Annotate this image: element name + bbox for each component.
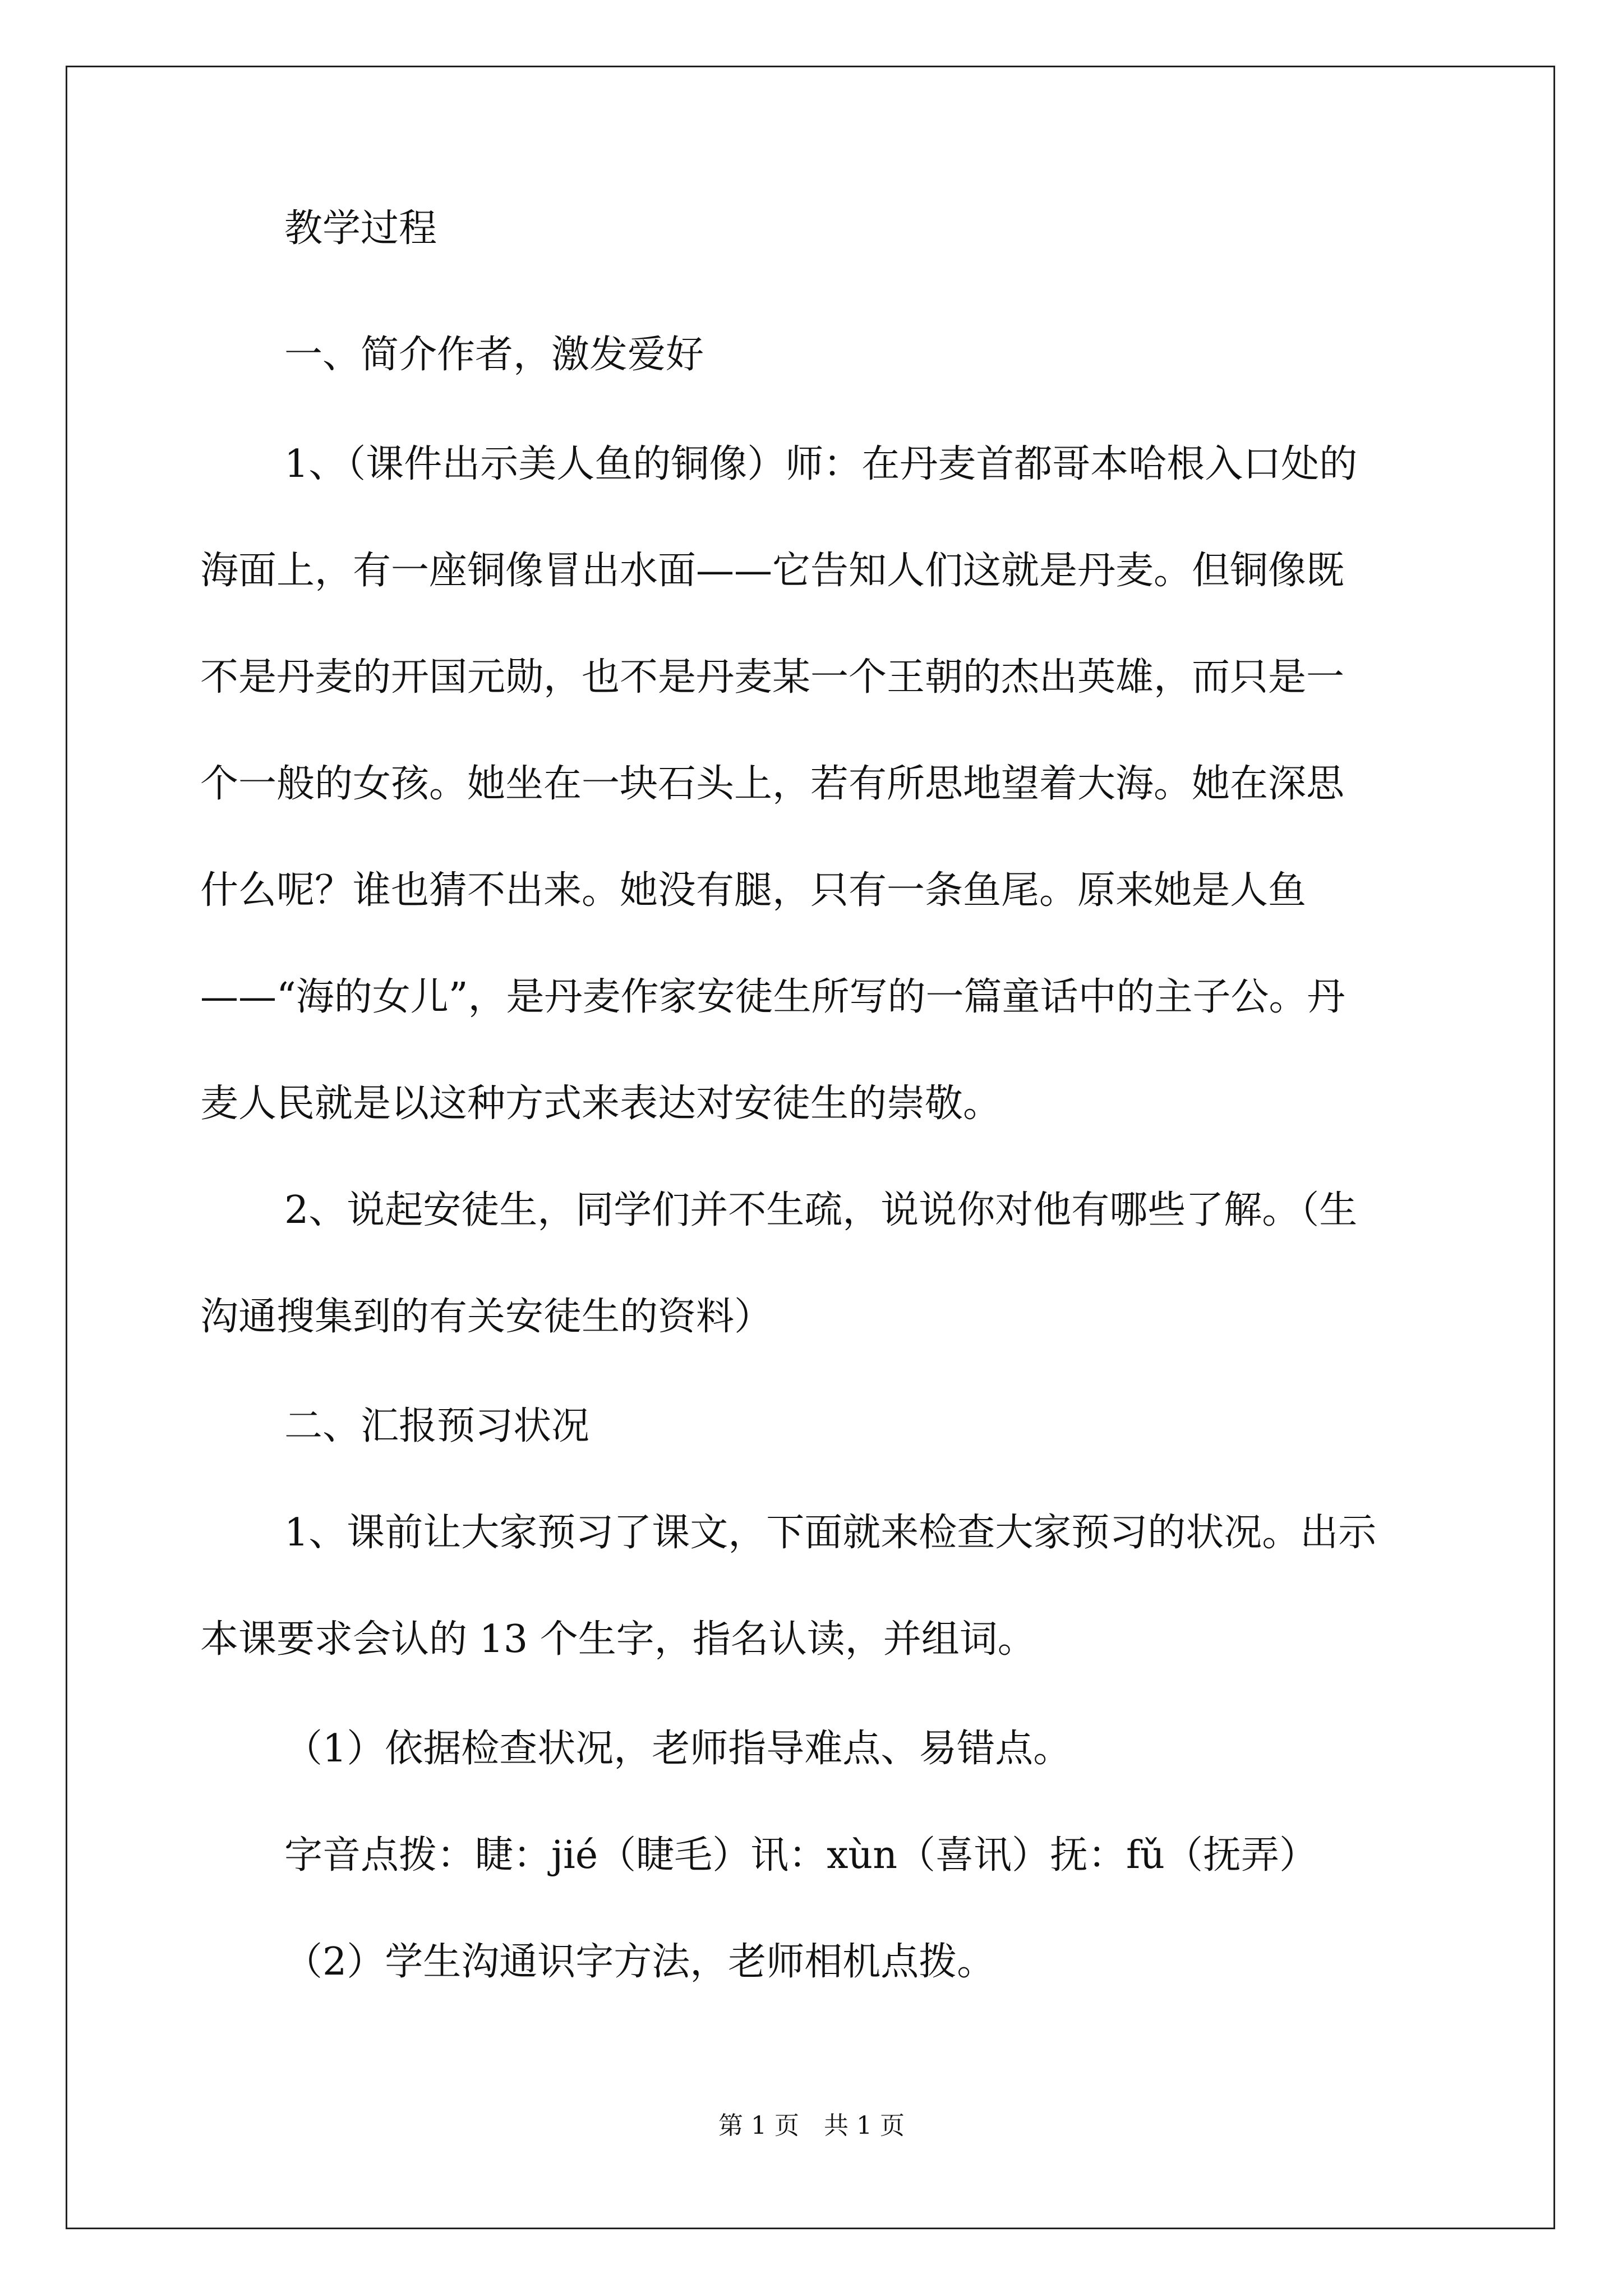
paragraph-line: 不是丹麦的开国元勋，也不是丹麦某一个王朝的杰出英雄，而只是一 bbox=[200, 655, 1345, 700]
paragraph-line: 沟通搜集到的有关安徒生的资料） bbox=[200, 1295, 773, 1339]
paragraph-line: 2、说起安徒生，同学们并不生疏，说说你对他有哪些了解。（生 bbox=[284, 1188, 1358, 1232]
section-heading-teaching-process: 教学过程 bbox=[284, 206, 437, 251]
paragraph-line: （2）学生沟通识字方法，老师相机点拨。 bbox=[284, 1940, 995, 1984]
paragraph-line: 个一般的女孩。她坐在一块石头上，若有所思地望着大海。她在深思 bbox=[200, 762, 1345, 806]
paragraph-line: ——“海的女儿”，是丹麦作家安徒生所写的一篇童话中的主子公。丹 bbox=[200, 975, 1345, 1019]
pronunciation-hints: 字音点拨：睫：jié（睫毛）讯：xùn（喜讯）抚：fǔ（抚弄） bbox=[284, 1833, 1317, 1878]
paragraph-line: 1、（课件出示美人鱼的铜像）师：在丹麦首都哥本哈根入口处的 bbox=[284, 442, 1358, 486]
page-border bbox=[66, 66, 1555, 2229]
paragraph-line: 本课要求会认的 13 个生字，指名认读，并组词。 bbox=[200, 1617, 1036, 1662]
section-heading-2: 二、汇报预习状况 bbox=[284, 1404, 590, 1448]
page-number-footer: 第 1 页 共 1 页 bbox=[718, 2111, 905, 2140]
paragraph-line: 什么呢？谁也猜不出来。她没有腿，只有一条鱼尾。原来她是人鱼 bbox=[200, 868, 1307, 913]
paragraph-line: 麦人民就是以这种方式来表达对安徒生的崇敬。 bbox=[200, 1082, 1002, 1126]
paragraph-line: 1、课前让大家预习了课文，下面就来检查大家预习的状况。出示 bbox=[284, 1511, 1377, 1555]
paragraph-line: （1）依据检查状况，老师指导难点、易错点。 bbox=[284, 1727, 1072, 1771]
section-heading-1: 一、简介作者，激发爱好 bbox=[284, 333, 704, 377]
paragraph-line: 海面上，有一座铜像冒出水面——它告知人们这就是丹麦。但铜像既 bbox=[200, 549, 1345, 593]
